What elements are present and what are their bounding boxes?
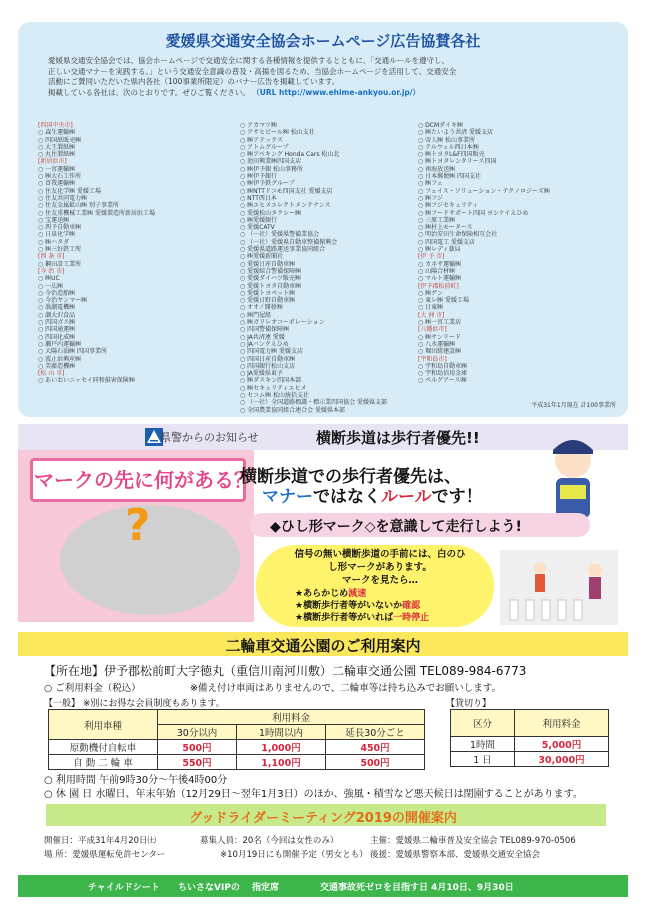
intro-line: 活動にご賛同いただいた県内各社（100事業所限定）のバナー広告を掲載しています。 <box>48 77 340 86</box>
callout-text: 信号の無い横断歩道の手前には、白のひし形マークがあります。 マークを見たら… <box>294 549 466 586</box>
sponsor-region-heading: [新居浜市] <box>38 158 67 166</box>
sponsor-region-heading: [伊 予 市] <box>418 253 445 261</box>
sponsor-list-item: ○ ㈱門屋組 <box>240 311 272 319</box>
sponsor-list-item: ○ ㈱レディ薬局 <box>418 246 461 254</box>
table-row: 原動機付自転車 500円 1,000円 450円 <box>49 740 425 755</box>
sponsor-list-item: ○ （一社）全国道路標識・標示業四国協会 愛媛県支部 <box>240 399 388 407</box>
sponsor-list-item: ○ 池田興業㈱四国支店 <box>240 158 302 166</box>
sponsor-list-item: ○ セコム㈱ 松山統括支社 <box>240 391 310 399</box>
sponsor-list-item: ○ マルト運輸㈱ <box>418 275 462 283</box>
meeting-date: 開催日：平成31年4月20日㈯ <box>44 836 157 846</box>
list-item: ★横断歩行者等がいれば一時停止 <box>295 613 430 623</box>
sponsor-list-item: ○ 四国ガス㈱ <box>38 319 76 327</box>
meeting-support: 後援：愛媛県警察本部、愛媛県交通安全協会 <box>370 850 541 860</box>
sponsor-region-heading: [伊予郡松前町] <box>418 282 459 290</box>
sponsor-list-item: ○ 八水運輸㈱ <box>418 340 456 348</box>
sponsor-list-item: ○ ㈱伊予銀 松山事務所 <box>240 165 304 173</box>
rental-fee-table <box>450 709 609 767</box>
fee-note: ※備え付け車両はありませんので、二輪車等は持ち込みでお願いします。 <box>190 683 502 694</box>
sponsor-list-item: ○ 潮大沢食品 <box>38 311 76 319</box>
sponsor-region-heading: [西 条 市] <box>38 253 65 261</box>
sponsor-list-item: ○ 大陽石油㈱ 四国事業所 <box>38 348 108 356</box>
sponsor-list-item: ○ ㈱愛媛銀行 <box>240 216 278 224</box>
sponsor-list-item: ○ 住友金属鉱山㈱ 別子事業所 <box>38 202 120 210</box>
meeting-recruit: 募集人員：20名（今回は女性のみ） <box>200 836 339 846</box>
headline-line2: マナーではなくルールです！ <box>262 487 483 507</box>
sponsor-list-item: ○ ㈱トヨタレンタリース四国 <box>418 158 497 166</box>
meeting-host: 主催：愛媛県二輪車普及安全協会 TEL089-970-0506 <box>370 836 576 846</box>
sponsor-list-item: ○ （一社）愛媛県警備業協会 <box>240 231 320 239</box>
mark-question: マークの先に何がある？ <box>34 468 254 492</box>
sponsor-intro <box>48 56 608 98</box>
sponsor-list-item: ○ ㈱村上モータース <box>418 224 473 232</box>
sponsor-list-item: ○ 森生運輸㈱ <box>38 129 76 137</box>
sponsor-list-item: ○ ㈱ハタダ <box>38 238 70 246</box>
sponsor-list-item: ○ NTT西日本 <box>240 194 277 202</box>
sponsor-region-heading: [大 洲 市] <box>418 311 445 319</box>
bottom-text-1: チャイルドシート <box>88 883 160 893</box>
sponsor-list-item: ○ 一宮運輸㈱ <box>38 165 76 173</box>
meeting-title: グッドライダーミーティング2019の開催案内 <box>189 811 457 826</box>
sponsor-url[interactable]: （URL http://www.ehime-ankyou.or.jp/） <box>252 87 421 97</box>
intro-line: 正しい交通マナーを実践する。」という交通安全意識の普及・高揚を図るため、当協会ホームページを活用して、交通安全 <box>48 66 457 76</box>
sponsor-list-item: ○ オオノ開發㈱ <box>240 304 283 312</box>
sponsor-list-item: ○ 住友化学㈱ 愛媛工場 <box>38 187 102 195</box>
sponsor-list-item: ○ ㈱UC <box>38 275 60 283</box>
sponsor-list-item: ○ 四国紙販売㈱ <box>38 136 82 144</box>
sponsor-list-item: ○ 四国通運㈱ <box>38 326 76 334</box>
table-row: 1 日 30,000円 <box>451 752 609 767</box>
sponsor-region-heading: [宇和島市] <box>418 355 447 363</box>
sponsor-column-2 <box>240 122 387 414</box>
table-row: 1時間 5,000円 <box>451 737 609 752</box>
general-label: 【一般】 ※別にお得な会員制度もあります。 <box>44 699 225 709</box>
fee-heading: ○ ご利用料金（税込） <box>44 683 141 694</box>
sponsor-list-item: ○ ㈱大石工作所 <box>38 173 82 181</box>
sponsor-list-item: ○ 愛媛綜合警備保障㈱ <box>240 267 302 275</box>
sponsor-list-item: ○ 日本郵便㈱ 四国支社 <box>418 173 482 181</box>
sponsor-list-item: ○ 西予自動車㈱ <box>38 224 82 232</box>
table-header: 利用料金 <box>515 710 609 737</box>
sponsor-list-item: ○ 三原工業㈱ <box>418 216 456 224</box>
crosswalk-scene-icon <box>500 550 618 625</box>
sponsor-list-item: ○ テルウェル西日本㈱ <box>418 143 479 151</box>
sponsor-list-item: ○ 山陽合材㈱ <box>418 267 456 275</box>
sponsor-list-item: ○ JA共済連 愛媛 <box>240 333 285 341</box>
sponsor-list-item: ○ 宇和島自動車㈱ <box>418 362 468 370</box>
table-header: 30分以内 <box>158 725 237 740</box>
sponsor-list-item: ○ 住友重機械工業㈱ 愛媛製造所新居浜工場 <box>38 209 156 217</box>
sponsor-region-heading: [八幡浜市] <box>418 326 447 334</box>
sponsor-count: 平成31年1月現在 計100事業所 <box>531 402 616 409</box>
sponsor-list-item: ○ 明治安田生命保険相互会社 <box>418 231 498 239</box>
sponsor-list-item: ○ アサヒビール㈱ 松山支社 <box>240 129 315 137</box>
sponsor-region-heading: [今 治 市] <box>38 267 65 275</box>
sponsor-list-item: ○ 一広㈱ <box>38 282 64 290</box>
sponsor-list-item: ○ 今治造船㈱ <box>38 289 76 297</box>
meeting-note: ※10月19日にも開催予定（男女とも） <box>220 850 368 860</box>
question-mark-icon: ? <box>125 500 151 551</box>
sponsor-list-item: ○ 愛媛日産自動車㈱ <box>240 260 296 268</box>
sponsor-list-item: ○ ㈱アテックス <box>240 136 284 144</box>
sponsor-list-item: ○ ㈱フェ <box>418 180 443 188</box>
sponsor-list-item: ○ ㈱たいよう共済 愛媛支店 <box>418 129 494 137</box>
bike-park-title: 二輪車交通公園のご利用案内 <box>225 637 421 655</box>
sponsor-list-item: ○ アトムグループ <box>240 143 289 151</box>
sponsor-list-item: ○ ㈱サンリード <box>418 333 461 341</box>
sponsor-list-item: ○ ㈱一宮工業店 <box>418 319 462 327</box>
headline-line1: 横断歩道での歩行者優先は、 <box>240 467 461 487</box>
sponsor-list-item: ○ ㈱トヨタL&F四国販売 <box>418 151 485 159</box>
sponsor-list-item: ○ ペルグアース㈱ <box>418 377 467 385</box>
rental-label: 【貸切り】 <box>446 699 492 709</box>
bottom-text-3: 指定席 <box>252 883 280 893</box>
sponsor-list-item: ○ 渦潮電機㈱ <box>38 304 76 312</box>
table-header: 利用料金 <box>158 710 425 725</box>
police-notice-label: 県警からのお知らせ <box>160 431 259 444</box>
sponsor-list-item: ○ ㈱三好鉄工所 <box>38 246 82 254</box>
sponsor-list-item: ○ 愛媛トヨタ自動車㈱ <box>240 282 302 290</box>
sponsor-list-item: ○ 東レ㈱ 愛媛工場 <box>418 297 470 305</box>
police-officer-icon <box>538 430 608 520</box>
sponsor-list-item: ○ ㈱ダスキン四国本部 <box>240 377 302 385</box>
sponsor-list-item: ○ ㈱フジ <box>418 194 443 202</box>
sponsor-list-item: ○ ㈱セキュリティエヒメ <box>240 384 307 392</box>
sponsor-region-heading: [松 山 市] <box>38 370 65 378</box>
sponsor-list-item: ○ あいおいニッセイ同和損害保険㈱ <box>38 377 135 385</box>
sponsor-list-item: ○ JAバンクえひめ <box>240 340 289 348</box>
bottom-text-2: ちいさなVIPの <box>178 883 240 893</box>
sponsor-list-item: ○ ㈱アベキング Honda Cars 松山北 <box>240 151 340 159</box>
sponsor-list-item: ○ 帝人㈱ 松山事業所 <box>418 136 476 144</box>
sponsor-list-item: ○ 全国農業協同組合連合会 愛媛県本部 <box>240 406 346 414</box>
table-header: 1時間以内 <box>237 725 326 740</box>
diamond-mark-message: ◆ひし形マーク◇を意識して走行しよう! <box>270 519 522 535</box>
sponsor-list-item: ○ フェイス・ソリューション・テクノロジーズ㈱ <box>418 187 550 195</box>
table-header: 延長30分ごと <box>326 725 425 740</box>
sponsor-list-item: ○ ㈱フジセキュリティ <box>418 202 479 210</box>
sponsor-list-item: ○ 大王製紙㈱ <box>38 143 76 151</box>
sponsor-list-item: ○ ㈱伊予鉄グループ <box>240 180 295 188</box>
sponsor-list-item: ○ 堀田組建設㈱ <box>418 348 462 356</box>
sponsor-list-item: ○ 四国銀行松山支店 <box>240 362 296 370</box>
sponsor-list-item: ○ カネサ運輸㈱ <box>418 260 462 268</box>
bike-address: 【所在地】伊予郡松前町大字徳丸（重信川南河川敷）二輪車交通公園 TEL089-984-6773 <box>44 664 527 678</box>
general-fee-table <box>48 709 425 770</box>
police-title: 横断歩道は歩行者優先!! <box>316 429 480 447</box>
sponsor-list-item: ○ 愛媛ダイハツ販売㈱ <box>240 275 301 283</box>
sponsor-region-heading: [四国中央市] <box>38 122 73 129</box>
intro-line: 掲載している各社は、次のとおりです。ぜひご覧ください。 （URL http://www.ehime-ankyou.or.jp/） <box>48 87 421 97</box>
sponsor-list-item: ○ 愛媛CATV <box>240 224 275 232</box>
sponsor-list-item: ○ 愛媛日野自動車㈱ <box>240 297 296 305</box>
sponsor-list-item: ○ ㈱ガリレオコーポレーション <box>240 319 325 327</box>
sponsor-list-item: ○ 瀬戸内運輸㈱ <box>38 340 82 348</box>
sponsor-list-item: ○ 日泉化学㈱ <box>38 231 76 239</box>
bottom-text-4: 交通事故死ゼロを目指す日 4月10日、9月30日 <box>320 883 514 893</box>
sponsor-list-item: ○ アカマツ㈱ <box>240 122 277 129</box>
sponsor-list-item: ○ ㈱愛媛新聞社 <box>240 253 284 261</box>
sponsor-list-item: ○ 波止浜興産㈱ <box>38 355 82 363</box>
sponsor-list-item: ○ 四国電力㈱ 愛媛支店 <box>240 348 304 356</box>
sponsor-list-item: ○ 愛媛県道路運送事業協同組合 <box>240 246 326 254</box>
sponsor-list-item: ○ ㈱エヒメエレクトメンテナンス <box>240 202 331 210</box>
sponsor-list-item: ○ 曽我運輸㈱ <box>38 180 76 188</box>
sponsor-list-item: ○ 宝運送㈱ <box>38 216 70 224</box>
list-item: ★あらかじめ減速 <box>295 589 367 599</box>
sponsor-list-item: ○ 丸住製紙㈱ <box>38 151 76 159</box>
closed-days: ○ 休 園 日 水曜日、年末年始（12月29日～翌年1月3日）のほか、強風・積雪など悪天候日は閉園することがあります。 <box>44 789 583 800</box>
table-header: 利用車種 <box>49 710 158 740</box>
sponsor-list-item: ○ 愛媛松山タクシー㈱ <box>240 209 302 217</box>
sponsor-list-item: ○ 四国化成㈱ <box>38 333 76 341</box>
sponsor-list-item: ○ 日東㈱ <box>418 304 444 312</box>
sponsor-list-item: ○ ㈱フードサポート四国 ヨシケイえひめ <box>418 209 529 217</box>
meeting-place: 場 所：愛媛県運転免許センター <box>44 850 166 860</box>
sponsor-list-item: ○ 愛媛トヨペット㈱ <box>240 289 296 297</box>
sponsor-list-item: ○ ㈱NTTドコモ四国支社 愛媛支店 <box>240 187 333 195</box>
sponsor-list-item: ○ 四国日産自動車㈱ <box>240 355 296 363</box>
sponsor-list-item: ○ （一社）愛媛県自動車整備振興会 <box>240 238 338 246</box>
sponsor-column-3 <box>418 122 550 385</box>
sponsor-list-item: ○ 南海放送㈱ <box>418 165 456 173</box>
sponsor-column-1 <box>38 122 155 385</box>
list-item: ★横断歩行者等がいないか確認 <box>295 601 421 611</box>
sponsor-list-item: ○ 四国警備保障㈱ <box>240 326 290 334</box>
table-row: 自 動 二 輪 車 550円 1,100円 500円 <box>49 755 425 770</box>
intro-line: 愛媛県交通安全協会では、協会ホームページで交通安全に関する各種情報を提供するとともに、「交通ルールを遵守し、 <box>48 56 449 65</box>
sponsor-list-item: ○ 今治ヤンマー㈱ <box>38 297 88 305</box>
sponsor-panel <box>18 22 628 417</box>
sponsor-title: 愛媛県交通安全協会ホームページ広告協賛各社 <box>165 32 481 50</box>
sponsor-list-item: ○ 鋼田設工業所 <box>38 260 82 268</box>
sponsor-list-item: ○ ㈱伊予銀行 <box>240 173 278 181</box>
sponsor-list-item: ○ 住友共同電力㈱ <box>38 194 88 202</box>
sponsor-list-item: ○ 四国電工 愛媛支店 <box>418 238 476 246</box>
sponsor-list-item: ○ ㈱ゲン <box>418 289 444 297</box>
sponsor-list-item: ○ 美藤造機㈱ <box>38 362 76 370</box>
sponsor-list-item: ○ 宇和島信用金庫 <box>418 370 468 378</box>
callout-list <box>295 588 429 624</box>
opening-hours: ○ 利用時間 午前9時30分～午後4時00分 <box>44 775 228 786</box>
sponsor-list-item: ○ DCMダイキ㈱ <box>418 122 464 129</box>
sponsor-list-item: ○ JA愛媛県東予 <box>240 370 283 378</box>
table-header: 区分 <box>451 710 515 737</box>
